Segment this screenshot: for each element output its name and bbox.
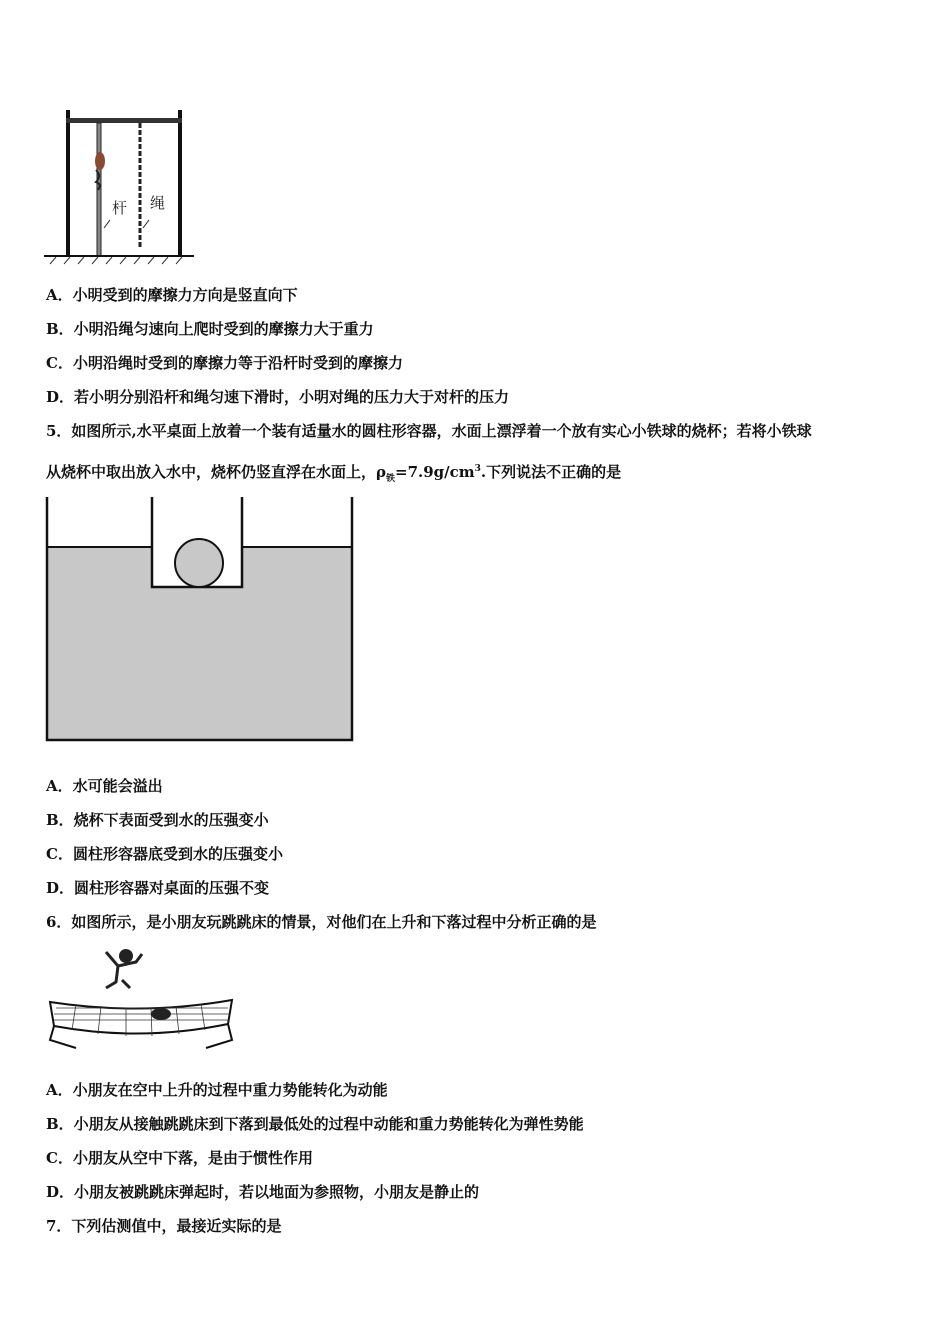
container-beaker-figure	[44, 497, 356, 745]
q5-option-d: D．圆柱形容器对桌面的压强不变	[46, 879, 270, 897]
q5-option-c: C．圆柱形容器底受到水的压强变小	[46, 845, 283, 863]
q6-option-a: A．小朋友在空中上升的过程中重力势能转化为动能	[46, 1081, 388, 1099]
q5-option-a: A．水可能会溢出	[46, 777, 163, 795]
q5-stem-end: .下列说法不正确的是	[480, 463, 622, 481]
q4-option-d: D．若小明分别沿杆和绳匀速下滑时，小明对绳的压力大于对杆的压力	[46, 388, 510, 406]
q4-option-c: C．小明沿绳时受到的摩擦力等于沿杆时受到的摩擦力	[46, 354, 403, 372]
pole-label: 杆	[112, 199, 128, 217]
pole-rope-figure	[44, 108, 194, 268]
q5-superscript: 3	[474, 464, 481, 474]
q4-option-a: A．小明受到的摩擦力方向是竖直向下	[46, 286, 298, 304]
q5-stem-line2	[46, 459, 621, 489]
trampoline-figure	[46, 944, 236, 1054]
q6-option-b: B．小朋友从接触跳跳床到下落到最低处的过程中动能和重力势能转化为弹性势能	[46, 1115, 584, 1133]
q4-option-b: B．小明沿绳匀速向上爬时受到的摩擦力大于重力	[46, 320, 374, 338]
q5-stem-text: 从烧杯中取出放入水中，烧杯仍竖直浮在水面上，ρ	[46, 463, 386, 481]
q6-option-c: C．小朋友从空中下落，是由于惯性作用	[46, 1149, 313, 1167]
q5-option-b: B．烧杯下表面受到水的压强变小	[46, 811, 269, 829]
rope-label: 绳	[150, 194, 166, 212]
q7-stem: 7．下列估测值中，最接近实际的是	[46, 1217, 282, 1235]
q5-stem-line1: 5．如图所示,水平桌面上放着一个装有适量水的圆柱形容器，水面上漂浮着一个放有实心小铁球的烧杯；若将小铁球	[46, 422, 812, 440]
q6-stem: 6．如图所示，是小朋友玩跳跳床的情景，对他们在上升和下落过程中分析正确的是	[46, 913, 597, 931]
q6-option-d: D．小朋友被跳跳床弹起时，若以地面为参照物，小朋友是静止的	[46, 1183, 480, 1201]
q5-subscript: 铁	[385, 474, 395, 484]
q5-density: =7.9g/cm	[395, 463, 475, 481]
